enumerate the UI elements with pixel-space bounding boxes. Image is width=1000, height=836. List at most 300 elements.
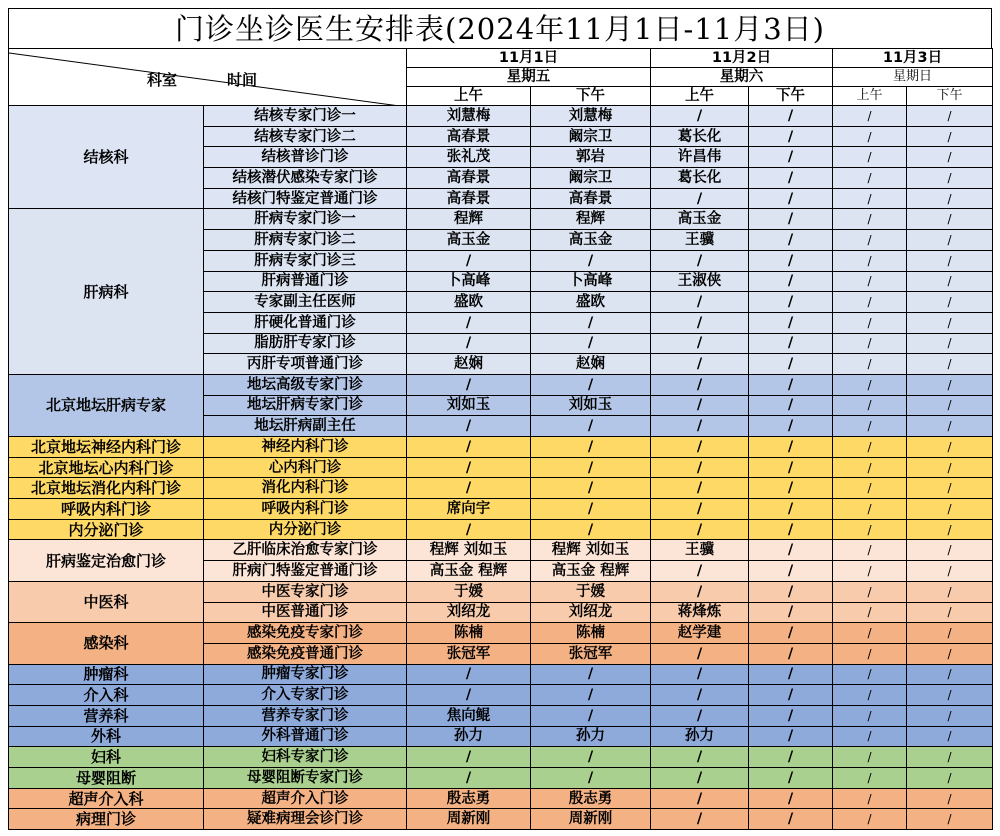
- doctor-cell: /: [407, 457, 531, 478]
- doctor-cell: 刘如玉: [407, 395, 531, 416]
- doctor-cell: 席向宇: [407, 499, 531, 520]
- doctor-cell: /: [833, 106, 907, 127]
- doctor-cell: /: [833, 768, 907, 789]
- doctor-cell: /: [749, 643, 833, 664]
- doctor-cell: /: [907, 809, 993, 830]
- doctor-cell: /: [833, 602, 907, 623]
- doctor-cell: /: [907, 705, 993, 726]
- department-cell: 呼吸内科门诊: [9, 499, 204, 520]
- table-row: [9, 437, 993, 458]
- department-cell: 超声介入科: [9, 788, 204, 809]
- header-corner: [9, 49, 407, 106]
- doctor-cell: /: [907, 685, 993, 706]
- clinic-cell: 肝病专家门诊二: [204, 230, 407, 251]
- doctor-cell: /: [407, 416, 531, 437]
- doctor-cell: /: [749, 292, 833, 313]
- doctor-cell: 阚宗卫: [531, 168, 651, 189]
- table-row: [9, 747, 993, 768]
- doctor-cell: /: [833, 478, 907, 499]
- doctor-cell: 孙力: [531, 726, 651, 747]
- doctor-cell: /: [907, 230, 993, 251]
- department-cell: 内分泌门诊: [9, 519, 204, 540]
- doctor-cell: /: [749, 747, 833, 768]
- doctor-cell: /: [651, 333, 749, 354]
- schedule-body: [9, 106, 993, 830]
- department-cell: 肿瘤科: [9, 664, 204, 685]
- doctor-cell: 程辉 刘如玉: [531, 540, 651, 561]
- doctor-cell: /: [749, 312, 833, 333]
- department-cell: 肝病科: [9, 209, 204, 375]
- doctor-cell: /: [651, 354, 749, 375]
- doctor-cell: /: [833, 664, 907, 685]
- doctor-cell: /: [833, 354, 907, 375]
- doctor-cell: 张礼茂: [407, 147, 531, 168]
- day1-weekday: 星期五: [407, 68, 651, 87]
- clinic-cell: 感染免疫专家门诊: [204, 623, 407, 644]
- doctor-cell: /: [531, 705, 651, 726]
- doctor-cell: 孙力: [651, 726, 749, 747]
- doctor-cell: /: [749, 623, 833, 644]
- clinic-cell: 呼吸内科门诊: [204, 499, 407, 520]
- doctor-cell: /: [749, 374, 833, 395]
- doctor-cell: /: [749, 416, 833, 437]
- doctor-cell: /: [749, 581, 833, 602]
- doctor-cell: 高玉金: [407, 230, 531, 251]
- clinic-cell: 消化内科门诊: [204, 478, 407, 499]
- doctor-cell: /: [833, 561, 907, 582]
- doctor-cell: 张冠军: [531, 643, 651, 664]
- doctor-cell: 刘慧梅: [407, 106, 531, 127]
- doctor-cell: /: [651, 519, 749, 540]
- doctor-cell: /: [749, 209, 833, 230]
- doctor-cell: /: [407, 478, 531, 499]
- table-row: [9, 685, 993, 706]
- doctor-cell: 孙力: [407, 726, 531, 747]
- doctor-cell: /: [651, 809, 749, 830]
- doctor-cell: 陈楠: [407, 623, 531, 644]
- clinic-cell: 营养专家门诊: [204, 705, 407, 726]
- doctor-cell: /: [907, 643, 993, 664]
- doctor-cell: /: [833, 209, 907, 230]
- doctor-cell: /: [833, 147, 907, 168]
- doctor-cell: 郭岩: [531, 147, 651, 168]
- clinic-cell: 结核普诊门诊: [204, 147, 407, 168]
- doctor-cell: 盛欧: [531, 292, 651, 313]
- table-row: [9, 788, 993, 809]
- table-row: [9, 623, 993, 644]
- page-title: 门诊坐诊医生安排表(2024年11月1日-11月3日): [8, 8, 992, 48]
- doctor-cell: /: [531, 374, 651, 395]
- doctor-cell: /: [907, 602, 993, 623]
- clinic-cell: 妇科专家门诊: [204, 747, 407, 768]
- doctor-cell: /: [407, 312, 531, 333]
- doctor-cell: /: [651, 747, 749, 768]
- diagonal-line: [9, 49, 407, 106]
- doctor-cell: /: [907, 395, 993, 416]
- doctor-cell: /: [907, 416, 993, 437]
- doctor-cell: /: [907, 747, 993, 768]
- doctor-cell: /: [531, 499, 651, 520]
- doctor-cell: /: [749, 168, 833, 189]
- doctor-cell: /: [651, 250, 749, 271]
- doctor-cell: /: [749, 126, 833, 147]
- doctor-cell: 盛欧: [407, 292, 531, 313]
- doctor-cell: /: [907, 726, 993, 747]
- clinic-cell: 乙肝临床治愈专家门诊: [204, 540, 407, 561]
- doctor-cell: 程辉: [407, 209, 531, 230]
- doctor-cell: 刘绍龙: [407, 602, 531, 623]
- clinic-cell: 地坛肝病专家门诊: [204, 395, 407, 416]
- clinic-cell: 肝病专家门诊一: [204, 209, 407, 230]
- doctor-cell: /: [833, 312, 907, 333]
- doctor-cell: /: [749, 561, 833, 582]
- doctor-cell: /: [833, 271, 907, 292]
- clinic-cell: 内分泌门诊: [204, 519, 407, 540]
- doctor-cell: /: [907, 292, 993, 313]
- clinic-cell: 肝硬化普通门诊: [204, 312, 407, 333]
- doctor-cell: /: [907, 457, 993, 478]
- doctor-cell: 焦向鲲: [407, 705, 531, 726]
- doctor-cell: /: [907, 788, 993, 809]
- clinic-cell: 肝病专家门诊三: [204, 250, 407, 271]
- day2-date: 11月2日: [651, 49, 833, 68]
- doctor-cell: /: [407, 374, 531, 395]
- doctor-cell: /: [651, 643, 749, 664]
- doctor-cell: /: [833, 747, 907, 768]
- doctor-cell: 刘绍龙: [531, 602, 651, 623]
- doctor-cell: 赵娴: [531, 354, 651, 375]
- doctor-cell: /: [651, 188, 749, 209]
- doctor-cell: /: [907, 188, 993, 209]
- doctor-cell: 周新刚: [531, 809, 651, 830]
- table-row: [9, 809, 993, 830]
- doctor-cell: 高春景: [531, 188, 651, 209]
- table-row: [9, 581, 993, 602]
- doctor-cell: 高玉金 程辉: [407, 561, 531, 582]
- department-cell: 结核科: [9, 106, 204, 209]
- doctor-cell: /: [651, 374, 749, 395]
- doctor-cell: /: [833, 519, 907, 540]
- clinic-cell: 感染免疫普通门诊: [204, 643, 407, 664]
- doctor-cell: 张冠军: [407, 643, 531, 664]
- doctor-cell: /: [651, 416, 749, 437]
- day3-am: 上午: [833, 87, 907, 106]
- table-row: [9, 768, 993, 789]
- doctor-cell: /: [651, 499, 749, 520]
- doctor-cell: /: [907, 437, 993, 458]
- doctor-cell: /: [749, 768, 833, 789]
- doctor-cell: /: [749, 499, 833, 520]
- clinic-cell: 结核门特鉴定普通门诊: [204, 188, 407, 209]
- doctor-cell: 高春景: [407, 188, 531, 209]
- doctor-cell: /: [833, 540, 907, 561]
- doctor-cell: /: [907, 106, 993, 127]
- doctor-cell: /: [907, 540, 993, 561]
- doctor-cell: 葛长化: [651, 126, 749, 147]
- clinic-cell: 丙肝专项普通门诊: [204, 354, 407, 375]
- table-row: [9, 519, 993, 540]
- doctor-cell: /: [749, 457, 833, 478]
- day3-date: 11月3日: [833, 49, 993, 68]
- doctor-cell: /: [651, 395, 749, 416]
- clinic-cell: 结核潜伏感染专家门诊: [204, 168, 407, 189]
- doctor-cell: /: [749, 106, 833, 127]
- doctor-cell: /: [833, 292, 907, 313]
- doctor-cell: /: [833, 416, 907, 437]
- table-row: [9, 106, 993, 127]
- doctor-cell: /: [907, 312, 993, 333]
- doctor-cell: /: [749, 540, 833, 561]
- doctor-cell: /: [651, 437, 749, 458]
- doctor-cell: /: [833, 499, 907, 520]
- doctor-cell: /: [749, 519, 833, 540]
- doctor-cell: /: [833, 581, 907, 602]
- doctor-cell: /: [651, 478, 749, 499]
- clinic-cell: 神经内科门诊: [204, 437, 407, 458]
- doctor-cell: 高玉金: [531, 230, 651, 251]
- doctor-cell: 王骥: [651, 230, 749, 251]
- clinic-cell: 肝病普通门诊: [204, 271, 407, 292]
- day1-pm: 下午: [531, 87, 651, 106]
- doctor-cell: /: [907, 209, 993, 230]
- doctor-cell: 高春景: [407, 126, 531, 147]
- doctor-cell: /: [833, 788, 907, 809]
- doctor-cell: /: [907, 147, 993, 168]
- department-cell: 外科: [9, 726, 204, 747]
- clinic-cell: 介入专家门诊: [204, 685, 407, 706]
- doctor-cell: /: [651, 312, 749, 333]
- doctor-cell: /: [907, 623, 993, 644]
- doctor-cell: /: [907, 664, 993, 685]
- schedule-table: [8, 48, 993, 830]
- doctor-cell: /: [407, 437, 531, 458]
- day2-am: 上午: [651, 87, 749, 106]
- doctor-cell: /: [907, 271, 993, 292]
- doctor-cell: 卜高峰: [407, 271, 531, 292]
- doctor-cell: /: [749, 478, 833, 499]
- department-cell: 肝病鉴定治愈门诊: [9, 540, 204, 581]
- doctor-cell: /: [833, 126, 907, 147]
- doctor-cell: /: [833, 250, 907, 271]
- doctor-cell: /: [749, 250, 833, 271]
- doctor-cell: 王骥: [651, 540, 749, 561]
- doctor-cell: /: [531, 457, 651, 478]
- day1-date: 11月1日: [407, 49, 651, 68]
- doctor-cell: /: [407, 519, 531, 540]
- doctor-cell: /: [749, 147, 833, 168]
- doctor-cell: /: [907, 561, 993, 582]
- table-row: [9, 478, 993, 499]
- doctor-cell: /: [833, 437, 907, 458]
- doctor-cell: 高玉金 程辉: [531, 561, 651, 582]
- clinic-cell: 地坛肝病副主任: [204, 416, 407, 437]
- doctor-cell: 葛长化: [651, 168, 749, 189]
- clinic-cell: 中医专家门诊: [204, 581, 407, 602]
- doctor-cell: /: [907, 768, 993, 789]
- doctor-cell: /: [531, 333, 651, 354]
- clinic-cell: 地坛高级专家门诊: [204, 374, 407, 395]
- table-row: [9, 374, 993, 395]
- doctor-cell: /: [531, 416, 651, 437]
- clinic-cell: 中医普通门诊: [204, 602, 407, 623]
- doctor-cell: /: [651, 457, 749, 478]
- doctor-cell: 阚宗卫: [531, 126, 651, 147]
- doctor-cell: /: [833, 230, 907, 251]
- department-cell: 母婴阻断: [9, 768, 204, 789]
- doctor-cell: /: [651, 685, 749, 706]
- doctor-cell: /: [907, 250, 993, 271]
- doctor-cell: 程辉 刘如玉: [407, 540, 531, 561]
- doctor-cell: /: [749, 664, 833, 685]
- clinic-cell: 脂肪肝专家门诊: [204, 333, 407, 354]
- doctor-cell: 高玉金: [651, 209, 749, 230]
- clinic-cell: 专家副主任医师: [204, 292, 407, 313]
- doctor-cell: /: [407, 768, 531, 789]
- doctor-cell: /: [749, 705, 833, 726]
- doctor-cell: /: [531, 312, 651, 333]
- doctor-cell: 刘慧梅: [531, 106, 651, 127]
- doctor-cell: /: [833, 188, 907, 209]
- doctor-cell: /: [749, 230, 833, 251]
- doctor-cell: 赵学建: [651, 623, 749, 644]
- doctor-cell: /: [833, 705, 907, 726]
- doctor-cell: /: [907, 499, 993, 520]
- doctor-cell: /: [407, 685, 531, 706]
- doctor-cell: /: [531, 664, 651, 685]
- doctor-cell: 程辉: [531, 209, 651, 230]
- doctor-cell: /: [749, 602, 833, 623]
- clinic-cell: 结核专家门诊一: [204, 106, 407, 127]
- clinic-cell: 母婴阻断专家门诊: [204, 768, 407, 789]
- doctor-cell: 刘如玉: [531, 395, 651, 416]
- doctor-cell: 蒋烽炼: [651, 602, 749, 623]
- doctor-cell: /: [907, 126, 993, 147]
- day2-weekday: 星期六: [651, 68, 833, 87]
- department-cell: 介入科: [9, 685, 204, 706]
- doctor-cell: /: [749, 437, 833, 458]
- doctor-cell: /: [651, 292, 749, 313]
- doctor-cell: 于媛: [531, 581, 651, 602]
- doctor-cell: 周新刚: [407, 809, 531, 830]
- doctor-cell: /: [531, 519, 651, 540]
- table-row: [9, 499, 993, 520]
- doctor-cell: /: [531, 747, 651, 768]
- doctor-cell: /: [749, 354, 833, 375]
- doctor-cell: 赵娴: [407, 354, 531, 375]
- table-row: [9, 705, 993, 726]
- doctor-cell: /: [833, 726, 907, 747]
- doctor-cell: 高春景: [407, 168, 531, 189]
- table-row: [9, 540, 993, 561]
- doctor-cell: /: [833, 374, 907, 395]
- doctor-cell: /: [749, 726, 833, 747]
- doctor-cell: /: [833, 685, 907, 706]
- department-cell: 营养科: [9, 705, 204, 726]
- doctor-cell: /: [531, 250, 651, 271]
- table-row: [9, 664, 993, 685]
- doctor-cell: /: [749, 333, 833, 354]
- department-cell: 北京地坛神经内科门诊: [9, 437, 204, 458]
- doctor-cell: /: [749, 788, 833, 809]
- doctor-cell: 王淑侠: [651, 271, 749, 292]
- day2-pm: 下午: [749, 87, 833, 106]
- doctor-cell: /: [833, 168, 907, 189]
- doctor-cell: /: [833, 333, 907, 354]
- doctor-cell: /: [907, 333, 993, 354]
- doctor-cell: /: [833, 643, 907, 664]
- table-row: [9, 209, 993, 230]
- department-cell: 妇科: [9, 747, 204, 768]
- doctor-cell: /: [833, 623, 907, 644]
- doctor-cell: 许昌伟: [651, 147, 749, 168]
- clinic-cell: 结核专家门诊二: [204, 126, 407, 147]
- clinic-cell: 肿瘤专家门诊: [204, 664, 407, 685]
- doctor-cell: /: [833, 809, 907, 830]
- doctor-cell: /: [651, 106, 749, 127]
- doctor-cell: /: [907, 581, 993, 602]
- clinic-cell: 疑难病理会诊门诊: [204, 809, 407, 830]
- doctor-cell: /: [907, 168, 993, 189]
- doctor-cell: /: [749, 271, 833, 292]
- department-cell: 病理门诊: [9, 809, 204, 830]
- doctor-cell: /: [651, 705, 749, 726]
- doctor-cell: /: [907, 374, 993, 395]
- doctor-cell: /: [651, 664, 749, 685]
- table-row: [9, 726, 993, 747]
- clinic-cell: 超声介入门诊: [204, 788, 407, 809]
- doctor-cell: 于媛: [407, 581, 531, 602]
- corner-dept-label: 科室: [147, 71, 178, 89]
- doctor-cell: /: [749, 188, 833, 209]
- doctor-cell: /: [407, 250, 531, 271]
- doctor-cell: /: [833, 457, 907, 478]
- clinic-cell: 肝病门特鉴定普通门诊: [204, 561, 407, 582]
- doctor-cell: /: [407, 333, 531, 354]
- doctor-cell: /: [749, 685, 833, 706]
- department-cell: 北京地坛消化内科门诊: [9, 478, 204, 499]
- doctor-cell: /: [651, 581, 749, 602]
- doctor-cell: /: [531, 685, 651, 706]
- doctor-cell: /: [907, 354, 993, 375]
- doctor-cell: /: [833, 395, 907, 416]
- doctor-cell: 卜高峰: [531, 271, 651, 292]
- day1-am: 上午: [407, 87, 531, 106]
- doctor-cell: /: [651, 788, 749, 809]
- doctor-cell: /: [749, 395, 833, 416]
- corner-time-label: 时间: [227, 71, 258, 89]
- doctor-cell: /: [407, 747, 531, 768]
- department-cell: 北京地坛肝病专家: [9, 374, 204, 436]
- clinic-cell: 心内科门诊: [204, 457, 407, 478]
- doctor-cell: /: [407, 664, 531, 685]
- department-cell: 感染科: [9, 623, 204, 664]
- doctor-cell: /: [531, 768, 651, 789]
- doctor-cell: 殷志勇: [531, 788, 651, 809]
- doctor-cell: /: [531, 437, 651, 458]
- doctor-cell: /: [651, 561, 749, 582]
- day3-pm: 下午: [907, 87, 993, 106]
- doctor-cell: 殷志勇: [407, 788, 531, 809]
- clinic-cell: 外科普通门诊: [204, 726, 407, 747]
- doctor-cell: /: [749, 809, 833, 830]
- doctor-cell: /: [907, 478, 993, 499]
- doctor-cell: /: [907, 519, 993, 540]
- department-cell: 中医科: [9, 581, 204, 622]
- department-cell: 北京地坛心内科门诊: [9, 457, 204, 478]
- doctor-cell: 陈楠: [531, 623, 651, 644]
- day3-weekday: 星期日: [833, 68, 993, 87]
- doctor-cell: /: [651, 768, 749, 789]
